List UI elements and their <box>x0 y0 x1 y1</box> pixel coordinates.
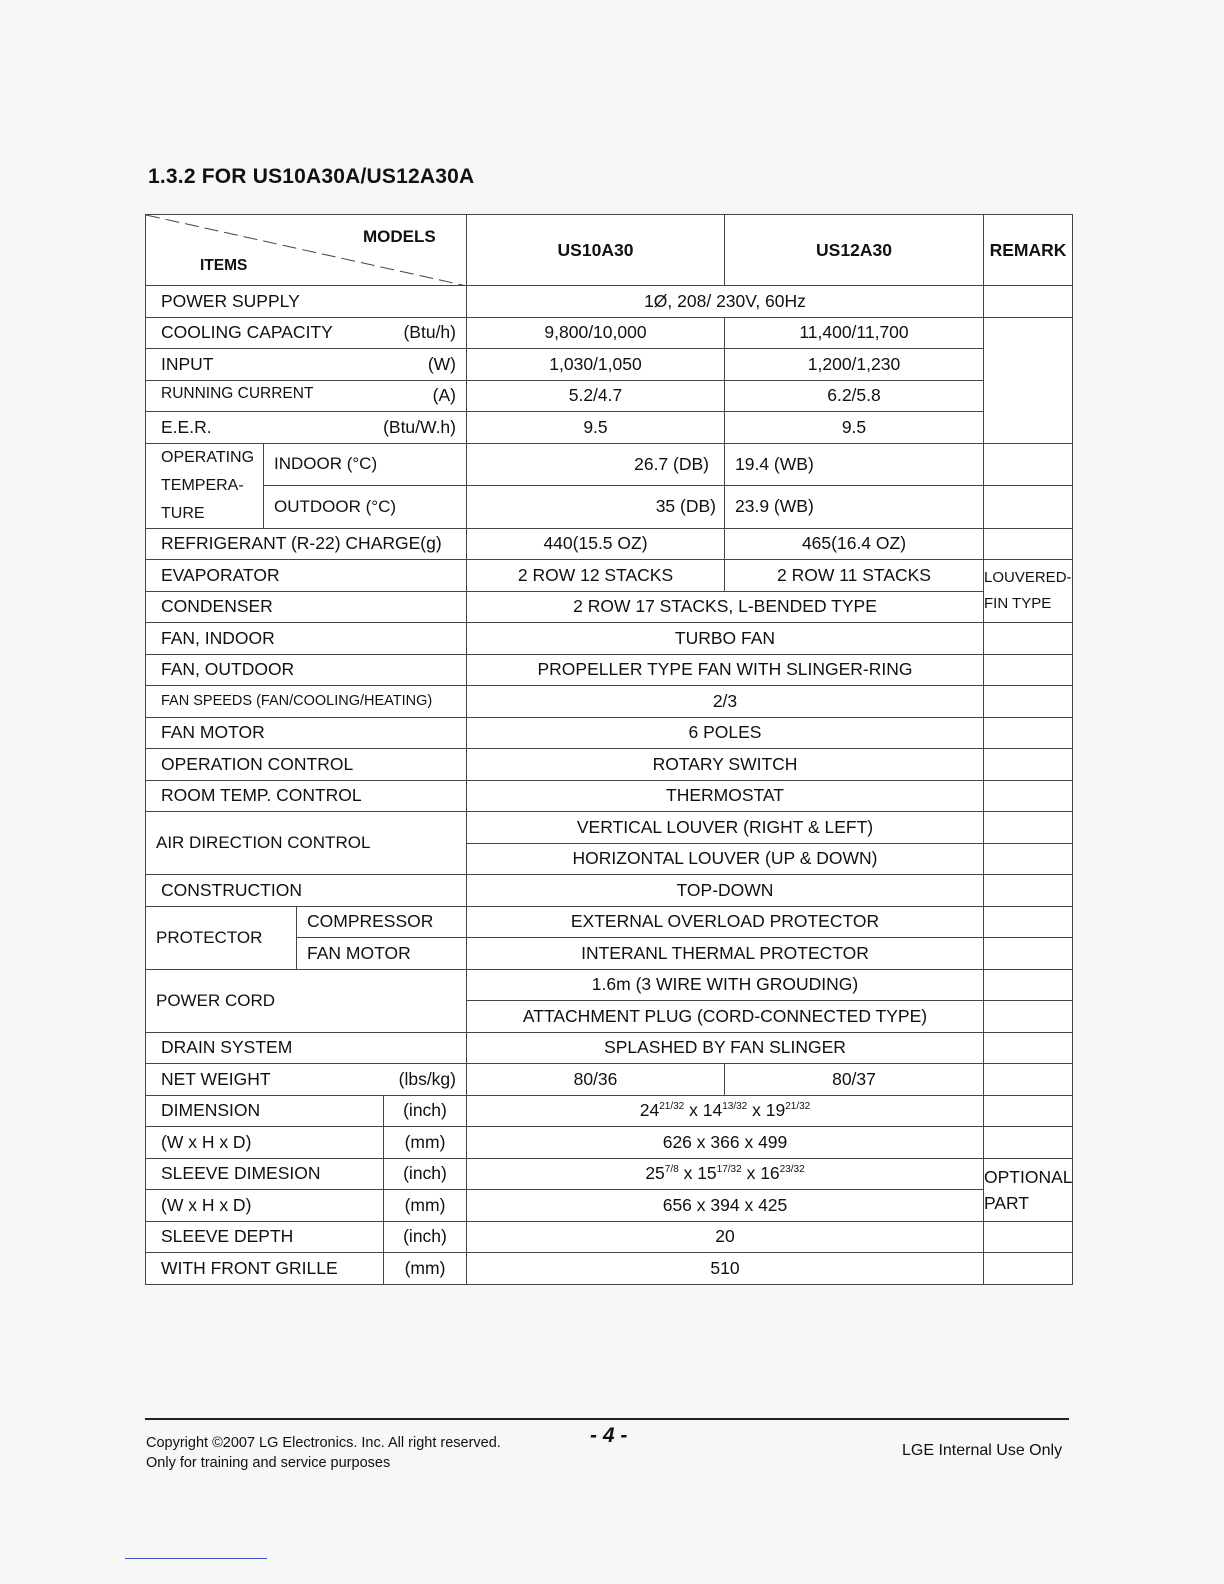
dim-whole: 25 <box>645 1163 665 1184</box>
row-label: AIR DIRECTION CONTROL <box>146 812 467 875</box>
header-remark: REMARK <box>984 215 1073 286</box>
row-label: (W x H x D) <box>146 1190 384 1222</box>
dim-frac: 21/32 <box>659 1101 685 1113</box>
value-us12a30: 2 ROW 11 STACKS <box>725 560 984 592</box>
fin-type-remark <box>984 560 1073 623</box>
row-label: FAN, OUTDOOR <box>146 654 467 686</box>
row-unit: (mm) <box>384 1127 467 1159</box>
outdoor-wb: 23.9 (WB) <box>725 486 984 529</box>
dimension-inch-value <box>467 1095 984 1127</box>
dim-whole: 19 <box>765 1100 786 1121</box>
table-row <box>146 875 1073 907</box>
table-row <box>146 1064 1073 1096</box>
dim-frac: 7/8 <box>664 1164 679 1176</box>
header-diagonal-cell <box>146 215 467 286</box>
row-value: THERMOSTAT <box>467 780 984 812</box>
dim-whole: 15 <box>697 1163 717 1184</box>
row-value: 20 <box>467 1221 984 1253</box>
row-label-cell <box>146 1064 467 1096</box>
remark-cell <box>984 780 1073 812</box>
table-row <box>146 591 1073 623</box>
spec-table <box>145 214 1073 1285</box>
row-label: POWER CORD <box>146 969 467 1032</box>
row-label-cell <box>146 412 467 444</box>
remark-cell <box>984 875 1073 907</box>
row-label: WITH FRONT GRILLE <box>146 1253 384 1285</box>
table-row <box>146 906 1073 938</box>
remark-cell <box>984 1095 1073 1127</box>
table-row <box>146 1221 1073 1253</box>
indoor-db: 26.7 (DB) <box>467 443 725 486</box>
remark-cell <box>984 906 1073 938</box>
table-row <box>146 780 1073 812</box>
table-row <box>146 686 1073 718</box>
row-value: 626 x 366 x 499 <box>467 1127 984 1159</box>
row-label: DRAIN SYSTEM <box>146 1032 467 1064</box>
value-us10a30: 9,800/10,000 <box>467 317 725 349</box>
row-unit: (A) <box>432 385 456 406</box>
sleeve-inch-value <box>467 1158 984 1190</box>
protector-sub-label: FAN MOTOR <box>297 938 467 970</box>
value-us12a30: 11,400/11,700 <box>725 317 984 349</box>
row-label: REFRIGERANT (R-22) CHARGE(g) <box>146 528 467 560</box>
row-unit: (W) <box>427 353 456 374</box>
indoor-wb: 19.4 (WB) <box>725 443 984 486</box>
header-col-us12a30: US12A30 <box>725 215 984 286</box>
remark-cell <box>984 717 1073 749</box>
row-unit: (inch) <box>384 1221 467 1253</box>
row-value: 6 POLES <box>467 717 984 749</box>
remark-cell <box>984 969 1073 1001</box>
dim-frac: 17/32 <box>716 1164 742 1176</box>
row-label-cell <box>146 380 467 412</box>
table-row <box>146 560 1073 592</box>
row-label: COOLING CAPACITY <box>161 322 333 343</box>
row-label: OPERATING <box>161 448 255 466</box>
row-value: 2 ROW 17 STACKS, L-BENDED TYPE <box>467 591 984 623</box>
row-value: 1Ø, 208/ 230V, 60Hz <box>467 286 984 318</box>
row-unit: (inch) <box>384 1158 467 1190</box>
row-value: ROTARY SWITCH <box>467 749 984 781</box>
table-row <box>146 380 1073 412</box>
value-us10a30: 2 ROW 12 STACKS <box>467 560 725 592</box>
table-row <box>146 969 1073 1001</box>
dim-frac: 13/32 <box>722 1101 748 1113</box>
table-row <box>146 443 1073 486</box>
row-label: RUNNING CURRENT <box>161 385 314 403</box>
row-label-cell <box>146 349 467 381</box>
value-us12a30: 1,200/1,230 <box>725 349 984 381</box>
header-models: MODELS <box>363 227 436 246</box>
row-value: INTERANL THERMAL PROTECTOR <box>467 938 984 970</box>
row-value: VERTICAL LOUVER (RIGHT & LEFT) <box>467 812 984 844</box>
row-value: PROPELLER TYPE FAN WITH SLINGER-RING <box>467 654 984 686</box>
remark-cell <box>984 1001 1073 1033</box>
link-underline <box>125 1558 267 1559</box>
dim-x: x <box>689 1100 698 1121</box>
row-label: POWER SUPPLY <box>146 286 467 318</box>
remark-cell <box>984 528 1073 560</box>
table-row <box>146 1253 1073 1285</box>
row-value: ATTACHMENT PLUG (CORD-CONNECTED TYPE) <box>467 1001 984 1033</box>
table-row <box>146 1127 1073 1159</box>
header-col-us10a30: US10A30 <box>467 215 725 286</box>
section-title: 1.3.2 FOR US10A30A/US12A30A <box>148 165 475 188</box>
row-value: SPLASHED BY FAN SLINGER <box>467 1032 984 1064</box>
remark-cell <box>984 286 1073 318</box>
table-row <box>146 623 1073 655</box>
table-row <box>146 286 1073 318</box>
row-label: E.E.R. <box>161 416 212 437</box>
remark-line: PART <box>984 1192 1030 1213</box>
value-us12a30: 80/37 <box>725 1064 984 1096</box>
outdoor-db: 35 (DB) <box>467 486 725 529</box>
remark-cell <box>984 317 1073 443</box>
dim-x: x <box>746 1163 756 1184</box>
remark-line: FIN TYPE <box>984 595 1052 612</box>
diagonal-line <box>146 215 467 286</box>
row-value: 1.6m (3 WIRE WITH GROUDING) <box>467 969 984 1001</box>
table-row <box>146 654 1073 686</box>
row-label-cell <box>146 317 467 349</box>
remark-cell <box>984 623 1073 655</box>
row-unit: (inch) <box>384 1095 467 1127</box>
dim-frac: 21/32 <box>785 1101 811 1113</box>
row-label: FAN, INDOOR <box>146 623 467 655</box>
table-row <box>146 749 1073 781</box>
dim-whole: 16 <box>760 1163 780 1184</box>
header-items: ITEMS <box>200 257 248 274</box>
row-unit: (mm) <box>384 1253 467 1285</box>
row-label: DIMENSION <box>146 1095 384 1127</box>
row-unit: (Btu/h) <box>403 322 456 343</box>
dim-x: x <box>683 1163 693 1184</box>
operating-temp-label-cell <box>146 443 264 528</box>
remark-cell <box>984 938 1073 970</box>
remark-cell <box>984 1127 1073 1159</box>
remark-cell <box>984 486 1073 529</box>
row-label: SLEEVE DIMESION <box>146 1158 384 1190</box>
row-unit: (lbs/kg) <box>398 1068 456 1089</box>
remark-cell <box>984 1253 1073 1285</box>
remark-line: LOUVERED- <box>984 569 1072 586</box>
row-label: INPUT <box>161 353 214 374</box>
remark-line: OPTIONAL <box>984 1166 1073 1187</box>
table-row <box>146 528 1073 560</box>
row-value: TOP-DOWN <box>467 875 984 907</box>
dim-frac: 23/32 <box>779 1164 805 1176</box>
value-us10a30: 440(15.5 OZ) <box>467 528 725 560</box>
row-unit: (mm) <box>384 1190 467 1222</box>
table-row <box>146 812 1073 844</box>
table-row <box>146 349 1073 381</box>
row-label: SLEEVE DEPTH <box>146 1221 384 1253</box>
row-label: TEMPERA-TURE <box>161 476 244 522</box>
page-number: - 4 - <box>590 1424 628 1447</box>
remark-cell <box>984 443 1073 486</box>
remark-cell <box>984 1032 1073 1064</box>
table-row <box>146 317 1073 349</box>
row-value: 2/3 <box>467 686 984 718</box>
value-us12a30: 9.5 <box>725 412 984 444</box>
protector-sub-label: COMPRESSOR <box>297 906 467 938</box>
table-row <box>146 1158 1073 1190</box>
table-row <box>146 486 1073 529</box>
row-label: (W x H x D) <box>146 1127 384 1159</box>
row-label: OPERATION CONTROL <box>146 749 467 781</box>
remark-cell <box>984 654 1073 686</box>
value-us10a30: 1,030/1,050 <box>467 349 725 381</box>
table-header-row <box>146 215 1073 286</box>
value-us12a30: 6.2/5.8 <box>725 380 984 412</box>
dim-x: x <box>752 1100 761 1121</box>
row-value: EXTERNAL OVERLOAD PROTECTOR <box>467 906 984 938</box>
remark-cell <box>984 1221 1073 1253</box>
remark-cell <box>984 749 1073 781</box>
row-label: NET WEIGHT <box>161 1068 271 1089</box>
optional-part-remark <box>984 1158 1073 1221</box>
row-value: 656 x 394 x 425 <box>467 1190 984 1222</box>
outdoor-label: OUTDOOR (°C) <box>264 486 467 529</box>
row-label: EVAPORATOR <box>146 560 467 592</box>
table-row <box>146 1032 1073 1064</box>
row-label: ROOM TEMP. CONTROL <box>146 780 467 812</box>
value-us10a30: 9.5 <box>467 412 725 444</box>
internal-use-text: LGE Internal Use Only <box>902 1442 1063 1459</box>
copyright-text: Copyright ©2007 LG Electronics. Inc. All right reserved. <box>146 1435 501 1451</box>
purpose-text: Only for training and service purposes <box>146 1455 391 1471</box>
row-value: 510 <box>467 1253 984 1285</box>
dim-whole: 14 <box>702 1100 723 1121</box>
row-label: CONSTRUCTION <box>146 875 467 907</box>
remark-cell <box>984 843 1073 875</box>
row-unit: (Btu/W.h) <box>383 416 456 437</box>
row-label: CONDENSER <box>146 591 467 623</box>
value-us12a30: 465(16.4 OZ) <box>725 528 984 560</box>
value-us10a30: 80/36 <box>467 1064 725 1096</box>
remark-cell <box>984 686 1073 718</box>
row-value: HORIZONTAL LOUVER (UP & DOWN) <box>467 843 984 875</box>
footer-left <box>146 1433 501 1473</box>
table-row <box>146 717 1073 749</box>
value-us10a30: 5.2/4.7 <box>467 380 725 412</box>
remark-cell <box>984 1064 1073 1096</box>
row-value: TURBO FAN <box>467 623 984 655</box>
table-row <box>146 412 1073 444</box>
row-label: FAN SPEEDS (FAN/COOLING/HEATING) <box>146 686 467 718</box>
footer-divider <box>145 1418 1069 1420</box>
row-label: PROTECTOR <box>146 906 297 969</box>
table-row <box>146 1190 1073 1222</box>
row-label: FAN MOTOR <box>146 717 467 749</box>
dim-whole: 24 <box>639 1100 660 1121</box>
remark-cell <box>984 812 1073 844</box>
table-row <box>146 1095 1073 1127</box>
indoor-label: INDOOR (°C) <box>264 443 467 486</box>
